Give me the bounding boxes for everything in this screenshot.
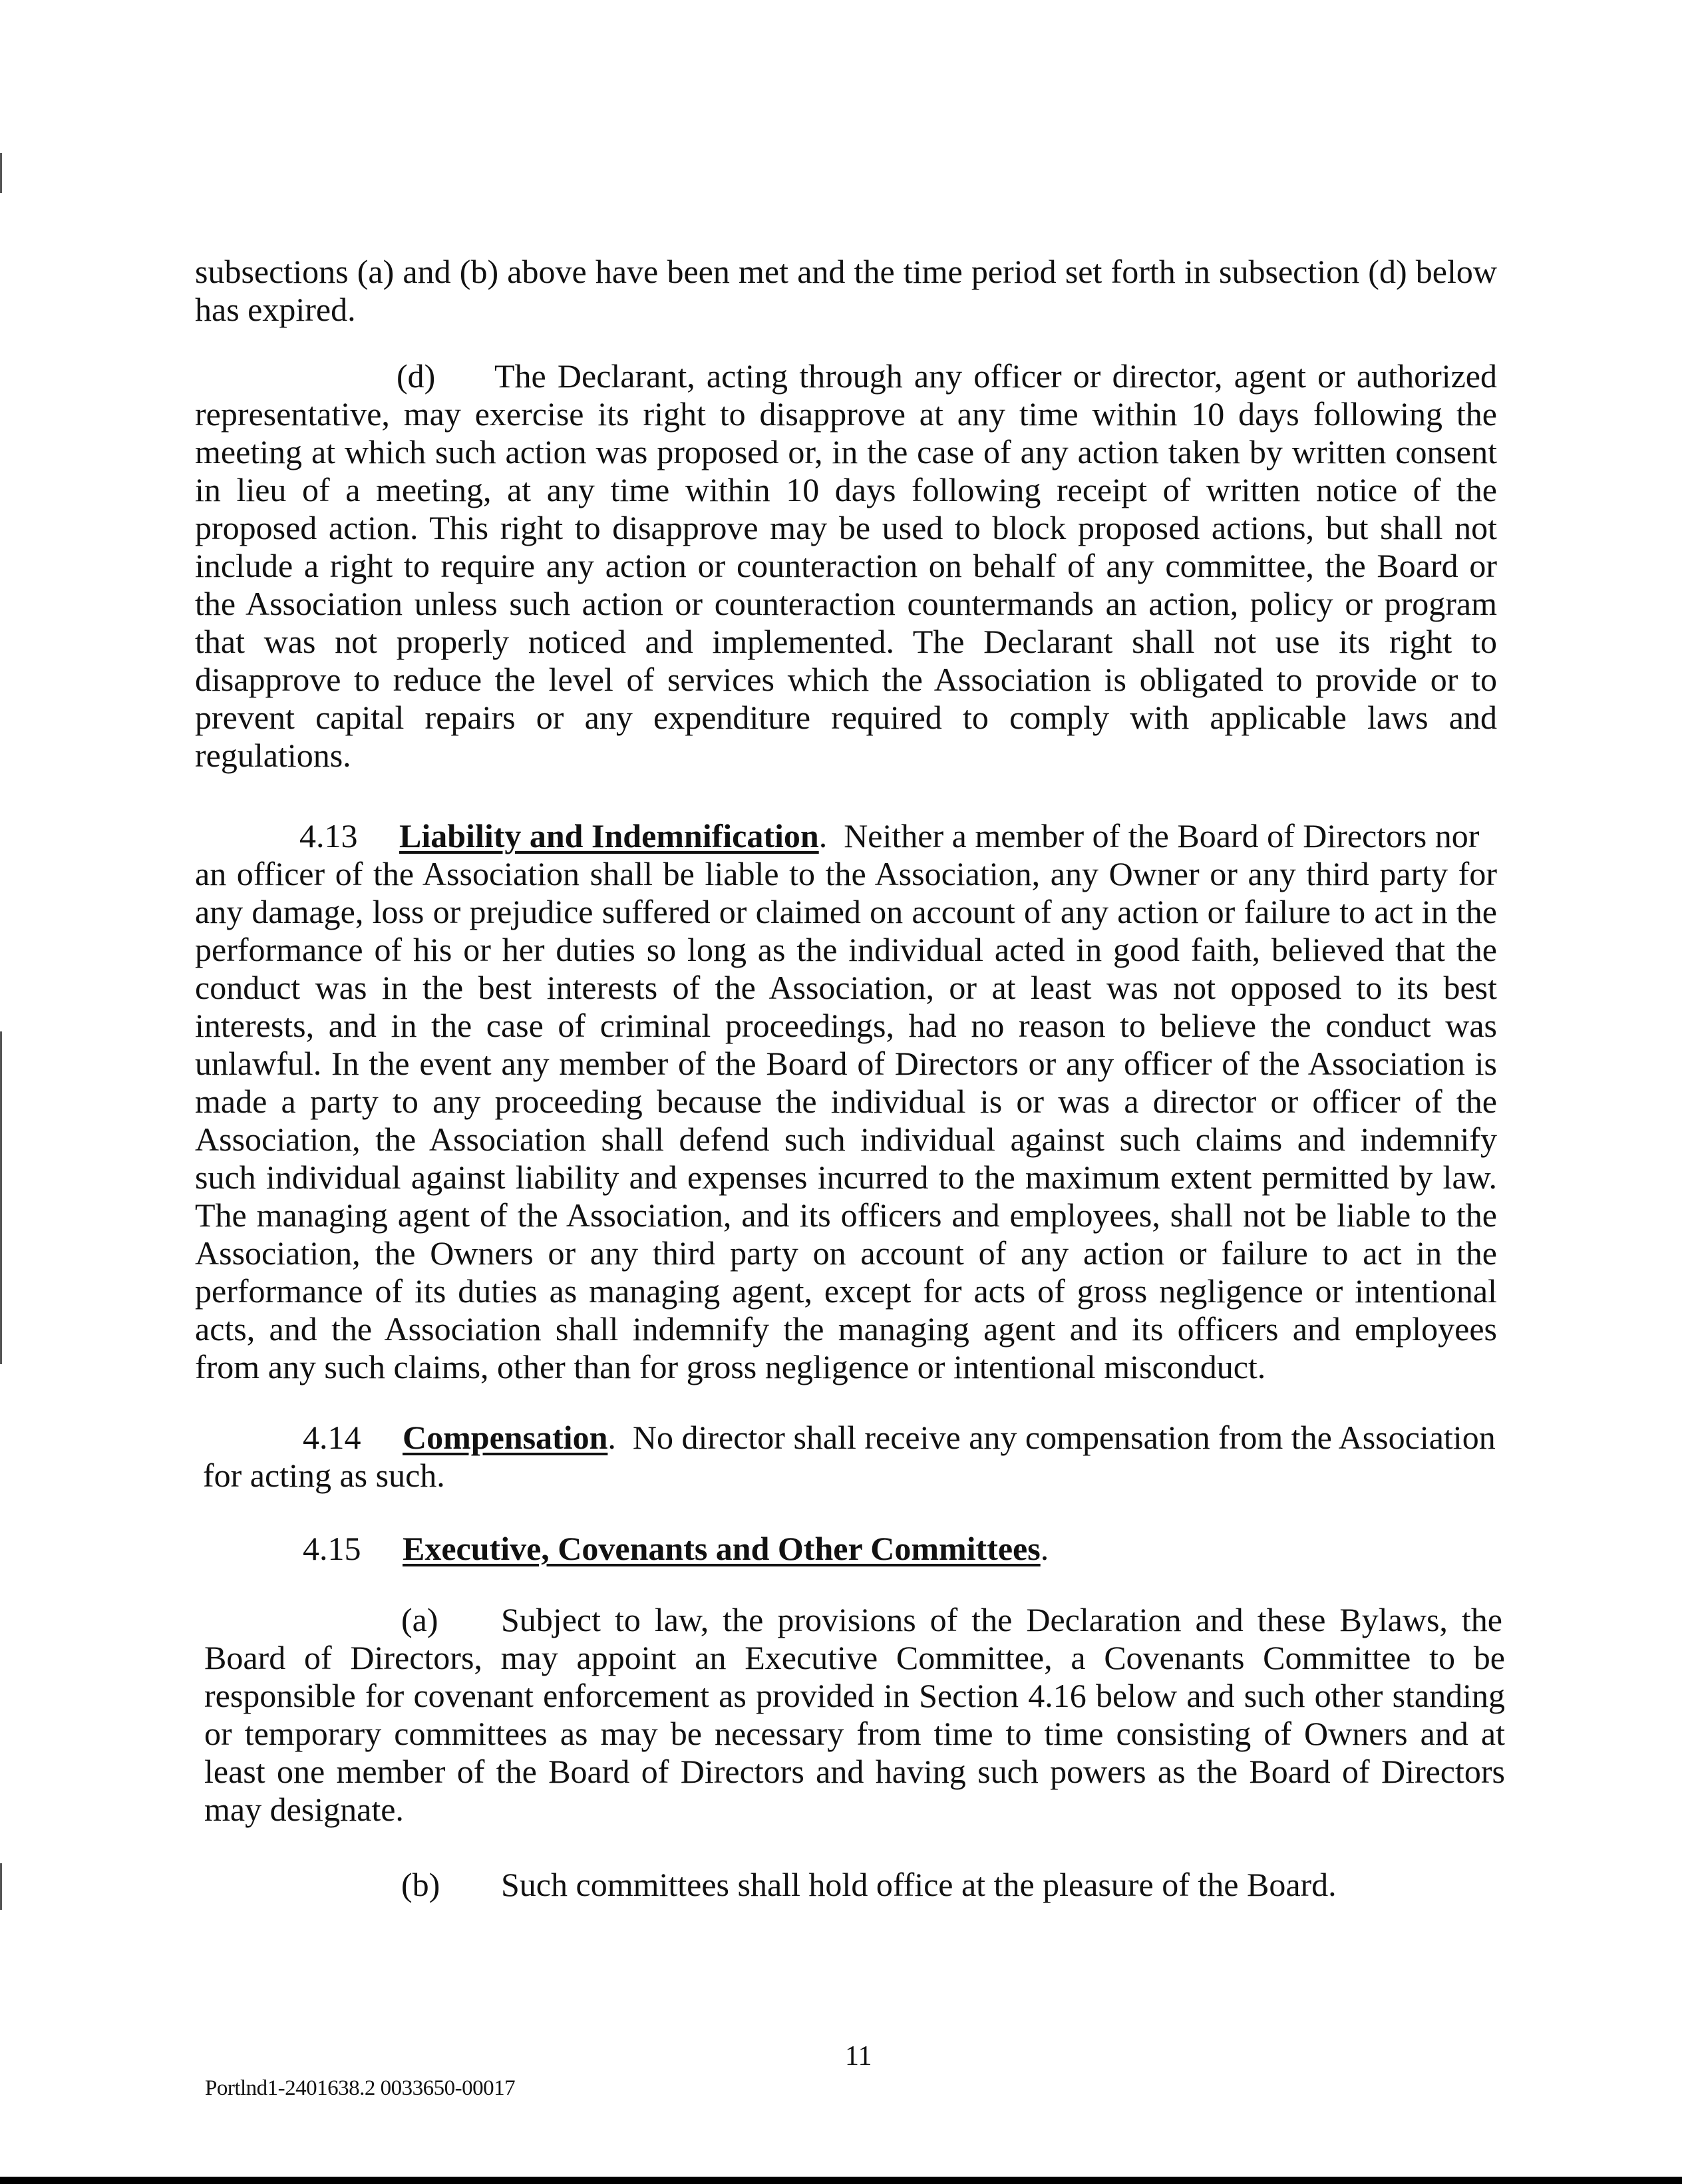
text-line: for acting as such.	[203, 1457, 445, 1494]
text-line-content: The Declarant, acting through any officer or director, agent or authorized	[494, 357, 1497, 395]
text-line: conduct was in the best interests of the Association, or at least was not opposed to its best	[195, 969, 1497, 1006]
text-line: in lieu of a meeting, at any time within 10 days following receipt of written notice of the	[195, 471, 1497, 508]
document-footer-id: Portlnd1-2401638.2 0033650-00017	[205, 2076, 516, 2100]
scan-edge-mark	[0, 153, 2, 193]
subsection-label: (a)	[401, 1601, 438, 1638]
text-line: performance of its duties as managing agent, except for acts of gross negligence or intentional	[195, 1272, 1497, 1310]
text-line: Association, the Association shall defend such individual against such claims and indemnify	[195, 1121, 1497, 1158]
text-line: from any such claims, other than for gross negligence or intentional misconduct.	[195, 1348, 1266, 1385]
text-line: acts, and the Association shall indemnify the managing agent and its officers and employees	[195, 1310, 1497, 1348]
text-line: has expired.	[195, 291, 356, 328]
paragraph-b	[204, 1866, 1505, 1904]
scan-edge-mark	[0, 1863, 2, 1910]
text-line-content: . Neither a member of the Board of Directors nor	[818, 817, 1480, 854]
section-number: 4.14	[303, 1419, 361, 1456]
section-heading-line	[203, 1419, 1505, 1457]
section-4-13	[195, 817, 1497, 1386]
scan-bottom-border	[0, 2177, 1682, 2184]
text-line: include a right to require any action or counteraction on behalf of any committee, the Board or	[195, 547, 1497, 584]
text-line: an officer of the Association shall be liable to the Association, any Owner or any third party for	[195, 855, 1497, 892]
section-heading-line	[203, 1530, 1505, 1568]
section-heading: Executive, Covenants and Other Committees	[403, 1530, 1041, 1567]
paragraph-d	[195, 357, 1497, 775]
text-line: disapprove to reduce the level of services which the Association is obligated to provide or to	[195, 661, 1497, 698]
text-line: performance of his or her duties so long as the individual acted in good faith, believed that the	[195, 931, 1497, 968]
text-line-content: Such committees shall hold office at the pleasure of the Board.	[501, 1866, 1337, 1903]
text-line: The managing agent of the Association, and its officers and employees, shall not be liable to the	[195, 1196, 1497, 1234]
heading-punctuation: .	[1040, 1530, 1049, 1567]
text-line	[204, 1866, 1505, 1904]
text-line: least one member of the Board of Directors and having such powers as the Board of Directors	[204, 1753, 1505, 1790]
section-number: 4.15	[303, 1530, 361, 1567]
text-line: proposed action. This right to disapprove may be used to block proposed actions, but shall not	[195, 509, 1497, 546]
scan-edge-mark	[0, 1031, 2, 1364]
text-line: responsible for covenant enforcement as provided in Section 4.16 below and such other standing	[204, 1677, 1505, 1714]
paragraph-continuation	[195, 253, 1497, 329]
paragraph-a	[204, 1601, 1505, 1829]
text-line: made a party to any proceeding because the individual is or was a director or officer of the	[195, 1083, 1497, 1120]
text-line: subsections (a) and (b) above have been met and the time period set forth in subsection (d) below	[195, 253, 1497, 290]
section-4-14	[203, 1419, 1505, 1495]
section-number: 4.13	[299, 817, 358, 854]
subsection-label: (d)	[397, 357, 436, 395]
text-line-content: . No director shall receive any compensation from the Association	[607, 1419, 1496, 1456]
text-line: regulations.	[195, 737, 351, 774]
text-line: may designate.	[204, 1791, 404, 1828]
text-line: the Association unless such action or counteraction countermands an action, policy or program	[195, 585, 1497, 622]
text-line: Board of Directors, may appoint an Executive Committee, a Covenants Committee to be	[204, 1639, 1505, 1676]
text-line	[204, 1601, 1505, 1639]
text-line: unlawful. In the event any member of the Board of Directors or any officer of the Association is	[195, 1045, 1497, 1082]
subsection-label: (b)	[401, 1866, 440, 1903]
section-heading: Liability and Indemnification	[399, 817, 819, 854]
text-line: any damage, loss or prejudice suffered or claimed on account of any action or failure to act in the	[195, 893, 1497, 930]
text-line	[195, 357, 1497, 395]
text-line: such individual against liability and expenses incurred to the maximum extent permitted by law.	[195, 1159, 1497, 1196]
text-line: or temporary committees as may be necessary from time to time consisting of Owners and at	[204, 1715, 1505, 1752]
section-heading: Compensation	[403, 1419, 608, 1456]
text-line: representative, may exercise its right to disapprove at any time within 10 days following the	[195, 395, 1497, 433]
text-line: Association, the Owners or any third party on account of any action or failure to act in the	[195, 1234, 1497, 1272]
text-line: prevent capital repairs or any expenditure required to comply with applicable laws and	[195, 699, 1497, 736]
text-line: interests, and in the case of criminal proceedings, had no reason to believe the conduct was	[195, 1007, 1497, 1044]
text-line: meeting at which such action was proposed or, in the case of any action taken by written consent	[195, 433, 1497, 470]
section-4-15	[203, 1530, 1505, 1568]
section-heading-line	[195, 817, 1497, 855]
text-line: that was not properly noticed and implemented. The Declarant shall not use its right to	[195, 623, 1497, 660]
text-line-content: Subject to law, the provisions of the Declaration and these Bylaws, the	[501, 1601, 1502, 1638]
page-number: 11	[845, 2041, 872, 2072]
